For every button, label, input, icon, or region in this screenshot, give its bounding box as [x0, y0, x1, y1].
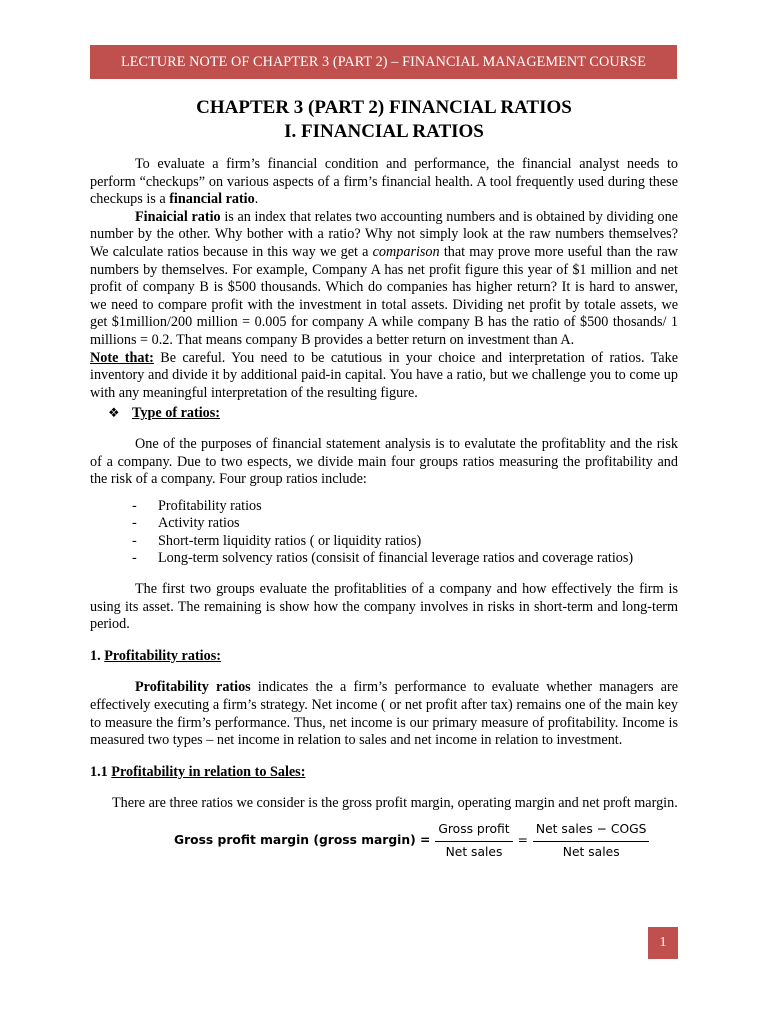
header-text: LECTURE NOTE OF CHAPTER 3 (PART 2) – FINANCIAL MANAGEMENT COURSE [121, 53, 646, 70]
bold-term: Profitability ratios [135, 679, 251, 696]
note-label: Note that: [90, 349, 154, 366]
types-heading [108, 404, 678, 423]
paragraph-note: Note that: Be careful. You need to be catutious in your choice and interpretation of ratios. Take inventory and divide it by additional paid-in capital. You have a ratio, but we challenge you to come up with any meaningful interpretation of the resulting figure. [90, 349, 678, 401]
diamond-bullet-icon: ❖ [108, 405, 120, 421]
list-item: - Activity ratios [132, 515, 240, 532]
page-number: 1 [659, 935, 667, 950]
header-banner [90, 45, 677, 79]
list-item: - Short-term liquidity ratios ( or liquidity ratios) [132, 532, 422, 549]
chapter-title: CHAPTER 3 (PART 2) FINANCIAL RATIOS [196, 97, 572, 118]
section-1-heading: 1. Profitability ratios: [90, 647, 221, 664]
paragraph-groups: The first two groups evaluate the profitablities of a company and how effectively the firm is using its asset. The remaining is show how the company involves in risks in short-term and long-term period. [90, 581, 678, 633]
italic-term: comparison [372, 243, 440, 260]
paragraph-purposes: One of the purposes of financial statement analysis is to evalutate the profitablity and the risk of a company. Due to two espects, we divide main four groups ratios measuring the profitability and the risk of a company. Four group ratios include: [90, 435, 678, 488]
document-body [90, 96, 678, 861]
gross-margin-formula [90, 821, 678, 861]
list-item: - Profitability ratios [132, 497, 262, 514]
page-number-badge [648, 927, 678, 959]
equals-sign: = [517, 833, 528, 848]
section-1-1-heading: 1.1 Profitability in relation to Sales: [90, 763, 306, 780]
ratio-types-list [132, 498, 678, 568]
section-title: I. FINANCIAL RATIOS [284, 121, 484, 142]
paragraph-profitability: Profitability ratios indicates the a firm’s performance to evaluate whether managers are effectively executing a firm’s strategy. Net income ( or net profit after tax) remains one of the main key to measure the firm’s performance. Thus, net income is our primary measure of profitability. Income is measured two types – net income in relation to sales and net income in relation to investment. [90, 679, 678, 749]
paragraph-intro: To evaluate a firm’s financial condition and performance, the financial analyst needs to perform “checkups” on various aspects of a firm’s financial health. A tool frequently used during these checkups is a financial ratio. [90, 156, 678, 208]
paragraph-three-ratios: There are three ratios we consider is the gross profit margin, operating margin and net proft margin. [112, 795, 678, 812]
formula-lhs: Gross profit margin (gross margin) = [174, 833, 431, 848]
bold-term: financial ratio [169, 191, 255, 208]
fraction-1: $\frac{\text{Gross profit}}{\text{Net sales}}$ [435, 821, 512, 861]
list-item: - Long-term solvency ratios (consisit of financial leverage ratios and coverage ratios) [132, 550, 634, 567]
fraction-2: $\frac{\text{Net sales − COGS}}{\text{Net sales}}$ [533, 821, 650, 861]
bold-term: Finaicial ratio [135, 208, 221, 225]
types-heading-label: Type of ratios: [132, 405, 220, 422]
paragraph-definition: Finaicial ratio is an index that relates two accounting numbers and is obtained by dividing one number by the other. Why bother with a ratio? Why not simply look at the raw numbers themselves? We calculate ratios because in this way we get a comparison that may prove more useful than the raw numbers by themselves. For example, Company A has net profit figure this year of $1 million and net profit of company B is $500 thousands. Which do companies has higher return? It is hard to answer, we need to compare profit with the investment in total assets. Dividing net profit by totale assets, we get $1million/200 million = 0.005 for company A while company B has the ratio of $500 thosands/ 1 millions = 0.2. That means company B provides a better return on investment than A. [90, 208, 678, 348]
